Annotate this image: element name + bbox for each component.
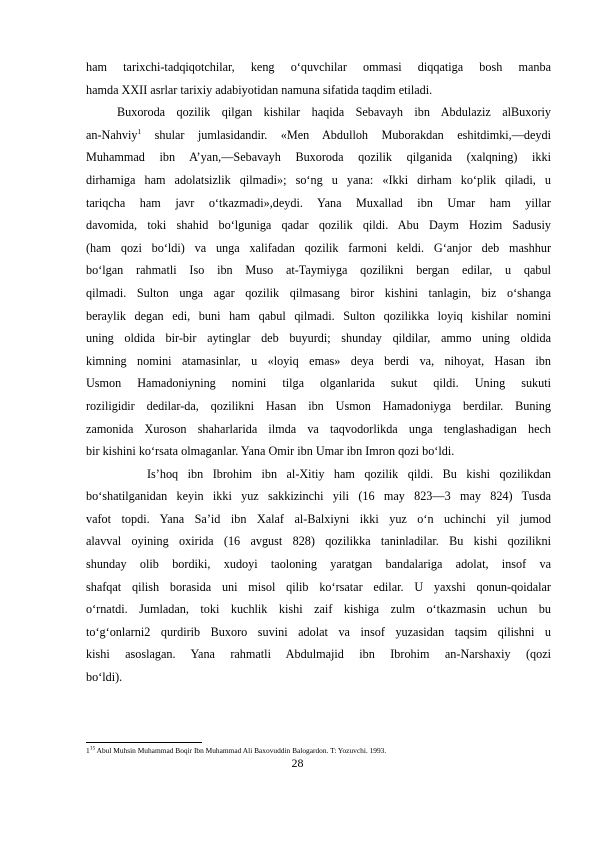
- text-line: ham tarixchi-tadqiqotchilar, keng o‘quvchilar ommasi diqqatiga bosh manba: [86, 60, 551, 74]
- text-line: zamonida Xuroson shaharlarida ilmda va taqvodorlikda unga tenglashadigan hech: [86, 421, 551, 436]
- text-line: Buxoroda qozilik qilgan kishilar haqida Sebavayh ibn Abdulaziz alBuxoriy: [117, 105, 551, 120]
- text-line: roziligidir dedilar-da, qozilikni Hasan ibn Usmon Hamadoniyga berdilar. Buning: [86, 398, 551, 413]
- text-line: beraylik degan edi, buni ham qabul qilmadi. Sulton qozilikka loyiq kishilar nomini: [86, 308, 551, 323]
- page-body: [86, 56, 551, 689]
- text-fragment: shular jumlasidandir. «Men Abdulloh Muborakdan eshitdimki,—deydi: [141, 127, 551, 142]
- text-line: shunday olib bordiki, xudoyi taoloning yaratgan bandalariga adolat, insof va: [86, 557, 551, 572]
- footnote-separator: [86, 742, 202, 743]
- text-line: vafot topdi. Yana Sa’id ibn Xalaf al-Balxiyni ikki yuz o‘n uchinchi yil jumod: [86, 511, 551, 526]
- text-line: davomida, toki shahid bo‘lguniga qadar qozilik qildi. Abu Daym Hozim Sadusiy: [86, 218, 551, 233]
- footnote-text: Abul Muhsin Muhammad Boqir Ibn Muhammad Ali Baxovuddin Balogardon. T: Yozuvchi. 1993.: [95, 746, 387, 755]
- text-line-with-footnote: [86, 124, 551, 147]
- text-fragment: an-Nahviy: [86, 127, 138, 142]
- text-line: qilmadi. Sulton unga agar qozilik qilmasang biror kishini tanlagin, biz o‘shanga: [86, 285, 551, 300]
- paragraph-1: [86, 56, 551, 101]
- page-number: 28: [291, 756, 304, 770]
- text-line: hamda XXII asrlar tarixiy adabiyotidan namuna sifatida taqdim etiladi.: [86, 82, 433, 97]
- footnote: [86, 746, 551, 756]
- text-line: to‘g‘onlarni2 qurdirib Buxoro suvini adolat va insof yuzasidan taqsim qilishni u: [86, 624, 551, 639]
- text-line: dirhamiga ham adolatsizlik qilmadi»; so‘ng u yana: «Ikki dirham ko‘plik qiladi, u: [86, 172, 551, 187]
- text-line: Is’hoq ibn Ibrohim ibn al-Xitiy ham qozilik qildi. Bu kishi qozilikdan: [147, 466, 551, 481]
- text-line: bir kishini ko‘rsata olmaganlar. Yana Omir ibn Umar ibn Imron qozi bo‘ldi.: [86, 444, 455, 459]
- text-line: Muhammad ibn A’yan,—Sebavayh Buxoroda qozilik qilganida (xalqning) ikki: [86, 150, 551, 165]
- text-line: kimning nomini atamasinlar, u «loyiq emas» deya berdi va, nihoyat, Hasan ibn: [86, 353, 551, 368]
- paragraph-2: [86, 101, 551, 463]
- text-line: bo‘shatilganidan keyin ikki yuz sakkizinchi yili (16 may 823—3 may 824) Tusda: [86, 489, 551, 504]
- text-line: o‘rnatdi. Jumladan, toki kuchlik kishi zaif kishiga zulm o‘tkazmasin uchun bu: [86, 602, 551, 617]
- text-line: uning oldida bir-bir aytinglar deb buyurdi; shunday qildilar, ammo uning oldida: [86, 331, 551, 346]
- footnote-number: 1: [86, 746, 90, 755]
- paragraph-3: [86, 463, 551, 689]
- text-line: shafqat qilish borasida uni misol qilib ko‘rsatar edilar. U yaxshi qonun-qoidalar: [86, 579, 551, 594]
- footnote-reference[interactable]: 1: [137, 126, 142, 136]
- footnote-marker: 15: [89, 745, 96, 752]
- text-line: tariqcha ham javr o‘tkazmadi»,deydi. Yana Muxallad ibn Umar ham yillar: [86, 195, 551, 210]
- text-line: bo‘lgan rahmatli Iso ibn Muso at-Taymiyga qozilikni bergan edilar, u qabul: [86, 263, 551, 278]
- text-line: kishi asoslagan. Yana rahmatli Abdulmajid ibn Ibrohim an-Narshaxiy (qozi: [86, 647, 551, 662]
- text-line: Usmon Hamadoniyning nomini tilga olganlarida sukut qildi. Uning sukuti: [86, 376, 551, 391]
- text-line: (ham qozi bo‘ldi) va unga xalifadan qozilik farmoni keldi. G‘anjor deb mashhur: [86, 240, 551, 255]
- text-line: alavval oyining oxirida (16 avgust 828) qozilikka taninladilar. Bu kishi qozilikni: [86, 534, 551, 549]
- text-line: bo‘ldi).: [86, 670, 123, 685]
